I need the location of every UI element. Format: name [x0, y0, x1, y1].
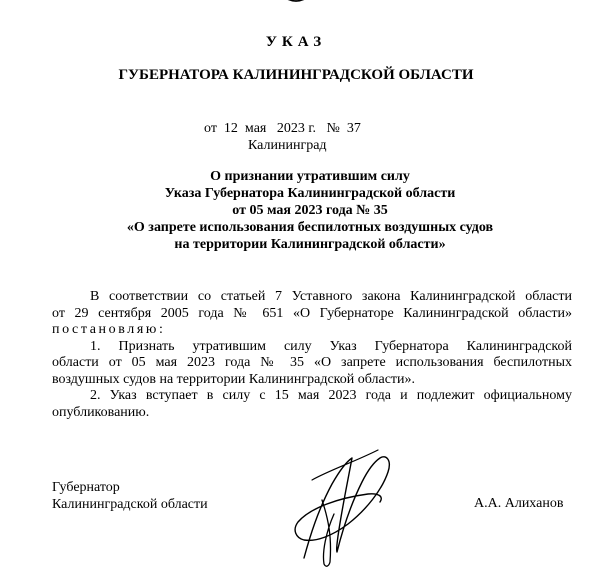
subject-line: на территории Калининградской области» — [174, 237, 446, 252]
item-1-line: воздушных судов на территории Калининградской области». — [52, 371, 416, 387]
preamble-line: от 29 сентября 2005 года № 651 «О Губернаторе Калининградской области» — [52, 305, 572, 321]
subject-line: Указа Губернатора Калининградской области — [164, 186, 456, 201]
subject-line: О признании утратившим силу — [210, 169, 410, 184]
decree-body — [52, 289, 572, 421]
coat-of-arms-icon — [276, 0, 316, 8]
document-type: УКАЗ — [265, 34, 327, 50]
item-1-line: области от 05 мая 2023 года № 35 «О запрете использования беспилотных — [52, 355, 572, 370]
handwritten-signature-icon — [282, 440, 397, 570]
subject-line: «О запрете использования беспилотных воздушных судов — [126, 220, 494, 235]
date-number-line: от 12 мая 2023 г. № 37 — [204, 121, 361, 136]
signatory-name: А.А. Алиханов — [474, 496, 564, 511]
position-line: Губернатор — [52, 480, 120, 495]
decree-word: постановляю: — [52, 322, 166, 337]
item-2-line: опубликованию. — [52, 404, 150, 420]
decree-subject — [100, 168, 520, 253]
signatory-position — [52, 479, 208, 513]
item-2-line: 2. Указ вступает в силу с 15 мая 2023 года и подлежит официальному — [90, 388, 572, 403]
position-line: Калининградской области — [52, 497, 208, 512]
item-1-line: 1. Признать утратившим силу Указ Губернатора Калининградской — [90, 338, 572, 354]
subject-line: от 05 мая 2023 года № 35 — [232, 203, 388, 218]
preamble-line: В соответствии со статьей 7 Уставного закона Калининградской области — [90, 289, 572, 304]
city-name: Калининград — [248, 138, 327, 153]
issuer-title: ГУБЕРНАТОРА КАЛИНИНГРАДСКОЙ ОБЛАСТИ — [118, 67, 474, 83]
